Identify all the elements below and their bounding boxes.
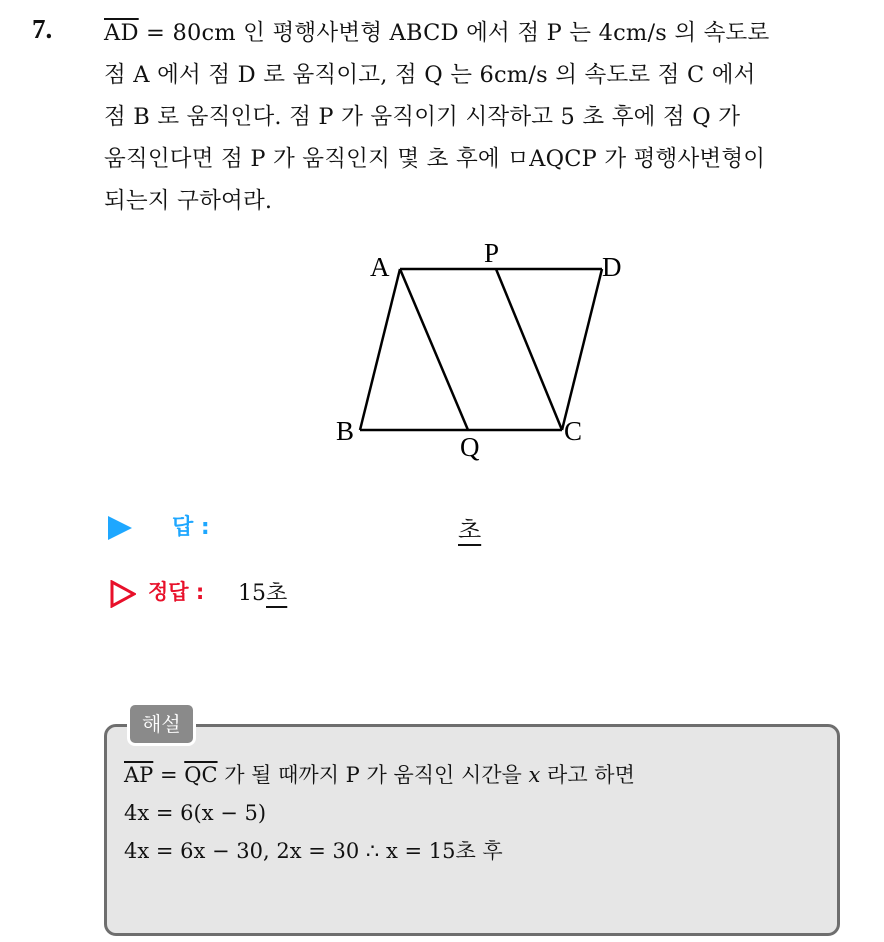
label-c: C (564, 416, 583, 446)
question-line-3: 점 B 로 움직인다. 점 P 가 움직이기 시작하고 5 초 후에 점 Q 가 (104, 104, 741, 130)
label-d: D (602, 252, 622, 282)
answer-unit: 초 (458, 516, 482, 544)
edge-ab (360, 269, 400, 430)
question-line-2: 점 A 에서 점 D 로 움직이고, 점 Q 는 6cm/s 의 속도로 점 C 에서 (104, 62, 756, 88)
question-line-1: $\overline{AD} = 80cm$ 인 평행사변형 ABCD 에서 점 P 는 4cm/s 의 속도로 (104, 20, 770, 46)
play-arrow-icon (108, 516, 132, 540)
label-a: A (370, 252, 390, 282)
answer-label: 답 : (172, 515, 210, 540)
label-b: B (336, 416, 355, 446)
explanation-line-2: 4x = 6(x − 5) (124, 801, 267, 825)
question-text (104, 12, 874, 222)
question-number: 7. (32, 14, 53, 44)
correct-answer-row (108, 574, 508, 614)
question-line-4: 움직인다면 점 P 가 움직인지 몇 초 후에 ㅁAQCP 가 평행사변형이 (104, 146, 766, 172)
segment-pc (496, 269, 562, 430)
label-q: Q (460, 432, 480, 462)
correct-label: 정답 : (148, 580, 205, 604)
question-line-5: 되는지 구하여라. (104, 188, 273, 214)
variable-x: x (528, 763, 541, 787)
segment-ap: $\overline{AP}$ (124, 763, 154, 787)
explanation-tag: 해설 (127, 702, 196, 746)
edge-dc (562, 269, 602, 430)
correct-unit: 초 (266, 581, 288, 606)
correct-value: 15초 (238, 581, 288, 606)
outline-arrow-icon (110, 580, 136, 608)
explanation-line-1: $\overline{AP} = \overline{QC}$ 가 될 때까지 P 가 움직인 시간을 x 라고 하면 (124, 763, 635, 787)
parallelogram-figure (320, 240, 640, 470)
label-p: P (484, 240, 500, 268)
explanation-line-3: 4x = 6x − 30, 2x = 30 ∴ x = 15초 후 (124, 839, 503, 863)
segment-ad: $\overline{AD}$ (104, 20, 139, 46)
answer-row (108, 508, 608, 548)
segment-aq (400, 269, 468, 430)
explanation-text (124, 756, 635, 870)
segment-qc: $\overline{QC}$ (184, 763, 218, 787)
